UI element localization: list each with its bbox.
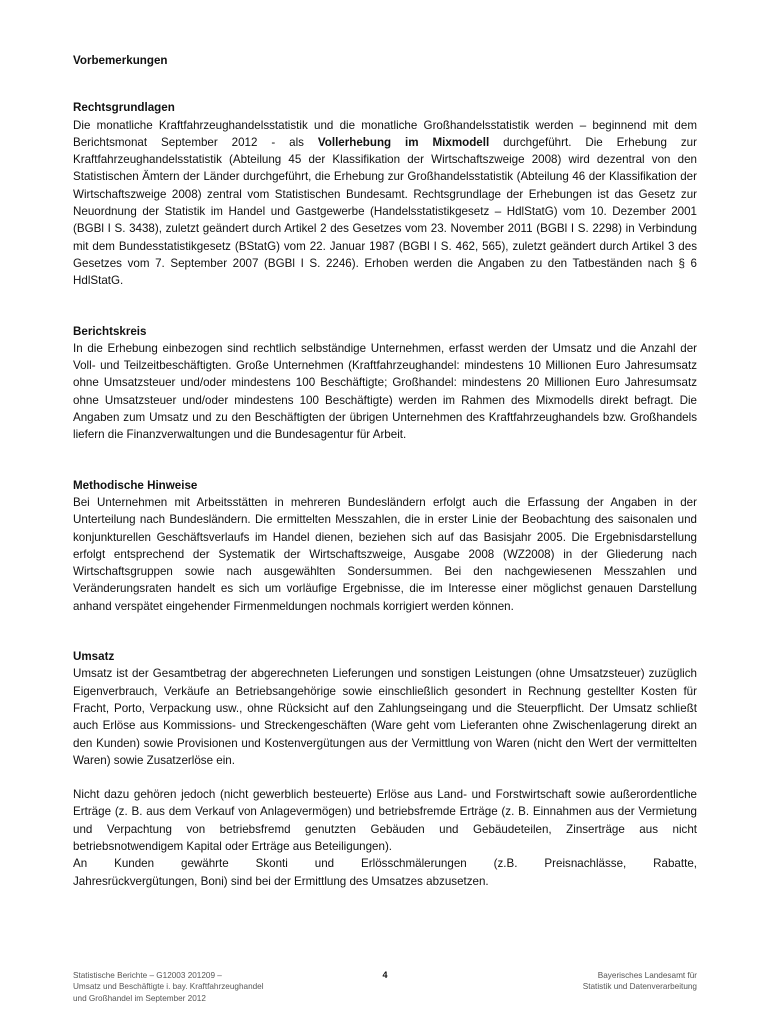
- section-heading: Berichtskreis: [73, 324, 147, 338]
- page-number: 4: [382, 970, 388, 980]
- section-heading: Umsatz: [73, 650, 115, 664]
- section-umsatz: [73, 648, 697, 890]
- section-paragraph-line: An Kunden gewährte Skonti und Erlösschmälerungen (z.B. Preisnachlässe, Rabatte,: [73, 857, 697, 871]
- section-paragraph: Nicht dazu gehören jedoch (nicht gewerblich besteuerte) Erlöse aus Land- und Forstwirtschaft sowie außerordentliche Erträge (z. B. aus dem Verkauf von Anlagevermögen) und betriebsfremde Erträge (z. B. Einnahmen aus der Vermietung und Verpachtung von betriebsfremd genutzten Gebäuden und Gebäudeteilen, Zinserträge aus nicht betriebsnotwendigem Kapital oder Erträge aus Beteiligungen).: [73, 788, 697, 853]
- footer-publication-info: Statistische Berichte – G12003 201209 – Umsatz und Beschäftigte i. bay. Kraftfahrzeughandel und Großhandel im September 2012: [73, 971, 264, 1003]
- section-methodische-hinweise: [73, 477, 697, 615]
- section-paragraph-line: Jahresrückvergütungen, Boni) sind bei der Ermittlung des Umsatzes abzusetzen.: [73, 874, 489, 888]
- section-paragraph: Bei Unternehmen mit Arbeitsstätten in mehreren Bundesländern erfolgt auch die Erfassung der Angaben in der Unterteilung nach Bundesländern. Die ermittelten Messzahlen, die in erster Linie der Beobachtung des saisonalen und konjunkturellen Geschäftsverlaufs im Handel dienen, beziehen sich auf das Basisjahr 2005. Die Ergebnisdarstellung erfolgt entsprechend der Systematik der Wirtschaftszweige, Ausgabe 2008 (WZ2008) in der Gliederung nach Wirtschaftsgruppen sowie nach ausgewählten Sondersummen. Bei den nachgewiesenen Messzahlen und Veränderungsraten handelt es sich um vorläufige Ergebnisse, die im Interesse einer möglichst genauen Darstellung anhand verspätet eingehender Firmenmeldungen nochmals korrigiert werden können.: [73, 495, 697, 613]
- section-rechtsgrundlagen: [73, 99, 697, 289]
- section-heading: Rechtsgrundlagen: [73, 101, 175, 115]
- page-title: Vorbemerkungen: [73, 54, 168, 67]
- section-paragraph: In die Erhebung einbezogen sind rechtlich selbständige Unternehmen, erfasst werden der Umsatz und die Anzahl der Voll- und Teilzeitbeschäftigten. Große Unternehmen (Kraftfahrzeughandel: mindestens 10 Millionen Euro Jahresumsatz ohne Umsatzsteuer und/oder mindestens 100 Beschäftigte; Großhandel: mindestens 20 Millionen Euro Jahresumsatz ohne Umsatzsteuer und/oder mindestens 100 Beschäftigte) werden im Rahmen des Mixmodells direkt befragt. Die Angaben zum Umsatz und zu den Beschäftigten der übrigen Unternehmen des Kraftfahrzeughandels bzw. Großhandels liefern die Finanzverwaltungen und die Bundesagentur für Arbeit.: [73, 341, 697, 442]
- section-paragraph: Die monatliche Kraftfahrzeughandelsstatistik und die monatliche Großhandelsstatistik werden – beginnend mit dem Berichtsmonat September 2012 - als Vollerhebung im Mixmodell durchgeführt. Die Erhebung zur Kraftfahrzeughandelsstatistik (Abteilung 45 der Klassifikation der Wirtschaftszweige 2008) wird dezentral von den Statistischen Ämtern der Länder durchgeführt, die Erhebung zur Großhandelsstatistik (Abteilung 46 der Klassifikation der Wirtschaftszweige 2008) zentral vom Statistischen Bundesamt. Rechtsgrundlage der Erhebungen ist das Gesetz zur Neuordnung der Statistik im Handel und Gastgewerbe (Handelsstatistikgesetz – HdlStatG) vom 10. Dezember 2001 (BGBl I S. 3438), zuletzt geändert durch Artikel 2 des Gesetzes vom 23. November 2011 (BGBl I S. 2298) in Verbindung mit dem Bundesstatistikgesetz (BStatG) vom 22. Januar 1987 (BGBl I S. 462, 565), zuletzt geändert durch Artikel 3 des Gesetzes vom 7. September 2007 (BGBl I S. 2246). Erhoben werden die Angaben zu den Tatbeständen nach § 6 HdlStatG.: [73, 118, 697, 288]
- bold-phrase: Vollerhebung im Mixmodell: [317, 135, 490, 149]
- section-heading: Methodische Hinweise: [73, 478, 198, 492]
- document-page: [73, 52, 697, 890]
- footer-publisher: Bayerisches Landesamt für Statistik und Datenverarbeitung: [582, 971, 697, 992]
- section-paragraph: Umsatz ist der Gesamtbetrag der abgerechneten Lieferungen und sonstigen Leistungen (ohne Umsatzsteuer) zuzüglich Eigenverbrauch, Verkäufe an Betriebsangehörige sowie einschließlich gesondert in Rechnung gestellter Kosten für Fracht, Porto, Verpackung usw., ohne Rücksicht auf den Zahlungseingang und die Steuerpflicht. Der Umsatz schließt auch Erlöse aus Kommissions- und Streckengeschäften (Ware geht vom Lieferanten ohne Zwischenlagerung direkt an den Kunden) sowie Provisionen und Kostenvergütungen aus der Vermittlung von Waren (nicht den Wert der vermittelten Waren) sowie Zusatzerlöse ein.: [73, 667, 697, 767]
- section-berichtskreis: [73, 323, 697, 444]
